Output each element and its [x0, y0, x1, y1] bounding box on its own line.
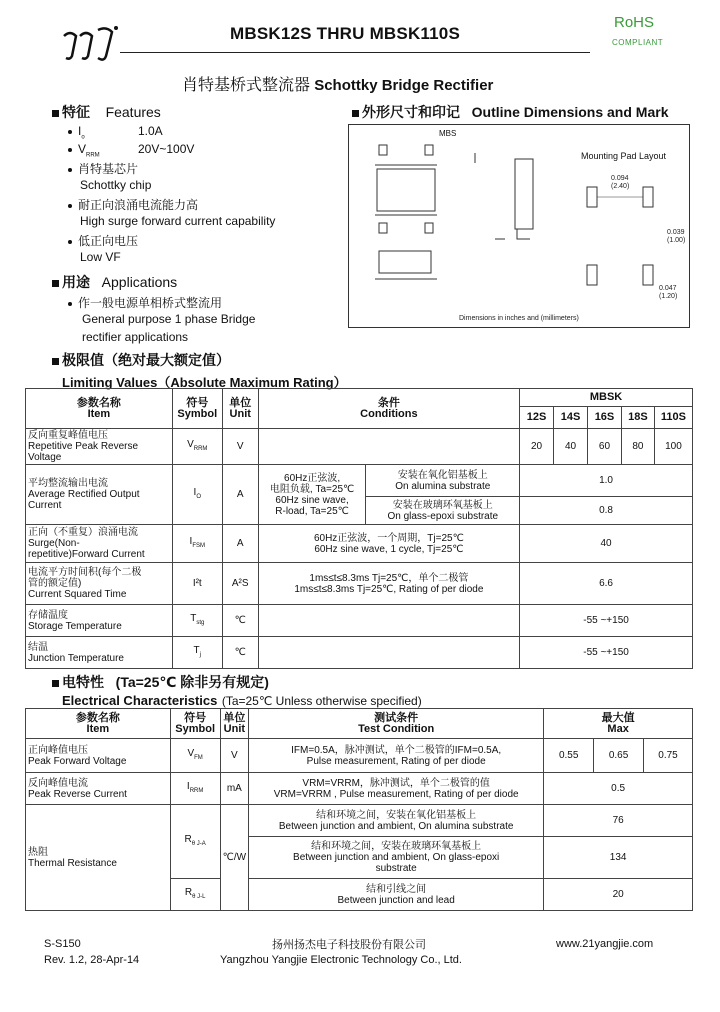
r1-en1: Repetitive Peak Reverse [28, 441, 139, 452]
e-r2-cond2: VRM=VRRM , Pulse measurement, Rating of per diode [273, 788, 519, 800]
row5-sym [172, 605, 222, 637]
r4-cn2: 管的额定值) [28, 578, 82, 589]
applications-heading-en: Applications [101, 274, 178, 290]
r3-en2: repetitive)Forward Current [28, 549, 145, 560]
row2-sub2 [366, 497, 520, 525]
electrical-heading-cn: 电特性 [62, 674, 104, 690]
table-row [26, 563, 693, 605]
limiting-heading [52, 350, 230, 370]
e-r1-en: Peak Forward Voltage [28, 755, 127, 767]
col-param-en: Item [87, 407, 111, 420]
feature1-cn: 肖特基芯片 [78, 162, 139, 176]
row1-sym [172, 429, 222, 465]
r2-sub2-cn: 安装在玻璃环氧基板上 [392, 499, 493, 511]
e-r2-en: Peak Reverse Current [28, 788, 127, 800]
r6-en: Junction Temperature [28, 652, 124, 664]
table-row [26, 525, 693, 563]
vrrm-value: 20V~100V [138, 142, 195, 156]
electrical-heading [52, 672, 269, 692]
r6-sym-sub: j [199, 651, 201, 658]
e-r3-v2: 134 [544, 837, 693, 879]
e-col-param-cn: 参数名称 [75, 711, 120, 724]
e-r3-sym1-sub: θ J-A [191, 840, 206, 847]
r2-en1: Average Rectified Output [28, 489, 140, 500]
e-col-unit-en: Unit [223, 722, 246, 735]
feature-io [68, 124, 163, 141]
e-r1-cond2: Pulse measurement, Rating of per diode [306, 755, 486, 767]
table-row [26, 739, 693, 773]
row3-sym [172, 525, 222, 563]
e-r3-en: Thermal Resistance [28, 857, 117, 869]
e-r3-c2-en1: Between junction and ambient, On glass-epoxi [293, 852, 500, 863]
package-label: MBS [439, 129, 457, 138]
e-row3-sym1 [170, 805, 220, 879]
vrrm-sub: RRM [86, 152, 100, 159]
footer-code: S-S150 [44, 938, 81, 950]
e-r3-c2-cn: 结和环境之间，安装在玻璃环氧基板上 [311, 841, 482, 852]
e-r2-cn: 反向峰值电流 [28, 777, 88, 789]
bullet-icon [68, 302, 72, 306]
r1-val-14s: 40 [554, 429, 588, 465]
row6-param [26, 637, 173, 669]
part-14s: 14S [554, 407, 588, 429]
footer-url[interactable]: www.21yangjie.com [556, 938, 654, 950]
row1-unit: V [222, 429, 258, 465]
bullet-icon [68, 204, 72, 208]
r4-en: Current Squared Time [28, 589, 127, 600]
r2-sub2-val: 0.8 [520, 497, 693, 525]
table-row [26, 773, 693, 805]
r3-sym-sub: FSM [192, 542, 205, 549]
e-r2-val: 0.5 [544, 773, 693, 805]
row6-cond [258, 637, 519, 669]
e-row1-param [26, 739, 171, 773]
dim2: 0.039 [667, 229, 685, 236]
col-symbol [172, 389, 222, 429]
r4-cond1: 1ms≤t≤8.3ms Tj=25℃，单个二极管 [309, 572, 469, 584]
dim3: 0.047 [659, 285, 677, 292]
row1-cond [258, 429, 519, 465]
r5-sym-sub: stg [196, 619, 205, 626]
feature2-en: High surge forward current capability [80, 214, 276, 228]
r1-val-12s: 20 [520, 429, 554, 465]
part-110s: 110S [654, 407, 692, 429]
r3-val: 40 [520, 525, 693, 563]
row3-cond [258, 525, 519, 563]
r1-val-16s: 60 [588, 429, 622, 465]
dim1: 0.094 [611, 175, 629, 182]
io-symbol: I [78, 124, 82, 138]
row1-param [26, 429, 173, 465]
feature-item1 [68, 160, 138, 177]
rohs-compliant: COMPLIANT [612, 38, 664, 47]
r3-en1: Surge(Non- [28, 538, 80, 549]
features-heading-en: Features [105, 104, 161, 120]
col-unit [222, 389, 258, 429]
e-r1-val2: 0.65 [594, 739, 644, 773]
e-row1-unit: V [220, 739, 248, 773]
application-cn: 作一般电源单相桥式整流用 [78, 296, 223, 310]
e-col-param [26, 709, 171, 739]
r2-sym-sub: O [196, 493, 201, 500]
rohs-mark: RoHS [614, 14, 655, 31]
e-row3-c3 [249, 879, 544, 911]
dim2b: (1.00) [667, 237, 686, 244]
col-sym-cn: 符号 [186, 396, 209, 409]
subtitle [182, 72, 493, 95]
outline-heading [352, 102, 669, 122]
e-row2-param [26, 773, 171, 805]
dim1b: (2.40) [611, 183, 630, 190]
r1-val-110s: 100 [654, 429, 692, 465]
square-bullet-icon [52, 680, 59, 687]
electrical-table [25, 708, 693, 911]
e-r2-sym-sub: RRM [189, 787, 204, 794]
square-bullet-icon [52, 110, 59, 117]
feature3-en: Low VF [80, 250, 121, 264]
r5-en: Storage Temperature [28, 620, 122, 632]
r2-cond4: R-load, Ta=25℃ [275, 505, 349, 517]
e-col-max-en: Max [607, 722, 629, 735]
r5-sym: T [190, 612, 197, 624]
row5-param [26, 605, 173, 637]
e-row3-c2 [249, 837, 544, 879]
e-row3-c1 [249, 805, 544, 837]
r2-sub1-en: On alumina substrate [395, 480, 491, 492]
bullet-icon [68, 168, 72, 172]
r2-sub2-en: On glass-epoxi substrate [387, 510, 499, 522]
table-row [26, 429, 693, 465]
col-param-cn: 参数名称 [76, 396, 121, 409]
row4-unit: A²S [222, 563, 258, 605]
col-unit-cn: 单位 [229, 396, 252, 409]
outline-heading-cn: 外形尺寸和印记 [362, 104, 460, 120]
r6-val: -55 ~+150 [520, 637, 693, 669]
e-col-max [544, 709, 693, 739]
row6-unit: ℃ [222, 637, 258, 669]
col-cond [258, 389, 519, 429]
e-col-sym-cn: 符号 [184, 711, 207, 724]
col-param [26, 389, 173, 429]
row5-cond [258, 605, 519, 637]
col-cond-en: Conditions [360, 407, 418, 420]
square-bullet-icon [52, 280, 59, 287]
part-12s: 12S [520, 407, 554, 429]
r4-val: 6.6 [520, 563, 693, 605]
r3-cn: 正向（不重复）浪涌电流 [28, 527, 138, 538]
r3-cond1: 60Hz正弦波，一个周期，Tj=25℃ [313, 532, 464, 544]
page-title: MBSK12S THRU MBSK110S [230, 24, 460, 43]
e-r3-c3-cn: 结和引线之间 [366, 883, 427, 895]
e-row3-unit: ℃/W [220, 805, 248, 911]
e-r3-c1-cn: 结和环境之间，安装在氧化铝基板上 [316, 809, 477, 821]
e-row1-cond [249, 739, 544, 773]
subtitle-en: Schottky Bridge Rectifier [314, 77, 494, 94]
col-mbsk: MBSK [520, 389, 693, 407]
e-r3-sym1: R [184, 833, 192, 845]
e-r3-v3: 20 [544, 879, 693, 911]
applications-heading-cn: 用途 [62, 274, 90, 290]
e-r3-c1-en: Between junction and ambient, On alumina substrate [278, 820, 514, 832]
col-cond-cn: 条件 [377, 396, 400, 409]
vrrm-symbol: V [78, 142, 87, 156]
e-col-unit [220, 709, 248, 739]
e-r1-sym-sub: FM [194, 754, 203, 761]
e-r3-v1: 76 [544, 805, 693, 837]
electrical-heading-cn2: (Ta=25℃ 除非另有规定) [115, 674, 269, 690]
yangjie-logo [60, 22, 122, 62]
features-heading-cn: 特征 [62, 104, 90, 120]
r2-en2: Current [28, 500, 62, 511]
r2-cn: 平均整流输出电流 [28, 478, 108, 489]
bullet-icon [68, 130, 72, 134]
e-r3-cn: 热阻 [28, 846, 48, 858]
r2-sub1-cn: 安装在氧化铝基板上 [397, 469, 488, 481]
e-r2-sym: I [186, 780, 190, 792]
row2-sub1 [366, 465, 520, 497]
e-r1-cn: 正向峰值电压 [28, 744, 88, 756]
col-sym-en: Symbol [177, 407, 218, 420]
part-18s: 18S [621, 407, 654, 429]
e-col-max-cn: 最大值 [601, 711, 635, 724]
row2-param [26, 465, 173, 525]
pad-layout-label: Mounting Pad Layout [581, 151, 667, 161]
r1-en2: Voltage [28, 452, 62, 463]
r6-cn: 结温 [28, 641, 48, 653]
table-row [26, 605, 693, 637]
e-r1-val1: 0.55 [544, 739, 594, 773]
row6-sym [172, 637, 222, 669]
r2-cond1: 60Hz正弦波, [284, 472, 341, 484]
e-col-unit-cn: 单位 [223, 711, 246, 724]
e-row2-cond [249, 773, 544, 805]
r2-sub1-val: 1.0 [520, 465, 693, 497]
r2-sym: I [193, 486, 197, 498]
row3-param [26, 525, 173, 563]
r5-cn: 存储温度 [28, 609, 68, 621]
application-en1: General purpose 1 phase Bridge [82, 312, 256, 326]
square-bullet-icon [352, 110, 359, 117]
r1-val-18s: 80 [621, 429, 654, 465]
e-col-cond-cn: 测试条件 [374, 711, 419, 724]
row4-sym: I²t [172, 563, 222, 605]
e-row3-sym2 [170, 879, 220, 911]
footer-rev: Rev. 1.2, 28-Apr-14 [44, 954, 140, 966]
r6-sym: T [193, 644, 200, 656]
col-unit-en: Unit [229, 407, 251, 420]
part-16s: 16S [588, 407, 622, 429]
features-heading [52, 102, 161, 122]
footer-company-cn: 扬州扬杰电子科技股份有限公司 [272, 939, 426, 951]
table-row [26, 637, 693, 669]
r5-val: -55 ~+150 [520, 605, 693, 637]
row3-unit: A [222, 525, 258, 563]
r4-cond2: 1ms≤t≤8.3ms Tj=25℃, Rating of per diode [294, 583, 484, 595]
r1-sym: V [187, 438, 194, 450]
e-row3-param [26, 805, 171, 911]
feature-item3 [68, 232, 138, 249]
r3-cond2: 60Hz sine wave, 1 cycle, Tj=25℃ [314, 543, 464, 555]
electrical-heading-en: Electrical Characteristics [62, 693, 218, 708]
e-r2-cond1: VRM=VRRM，脉冲测试，单个二极管的值 [302, 777, 490, 789]
square-bullet-icon [52, 358, 59, 365]
e-r1-cond1: IFM=0.5A，脉冲测试，单个二极管的IFM=0.5A, [291, 744, 502, 756]
bullet-icon [68, 148, 72, 152]
limiting-heading-en: Limiting Values（Absolute Maximum Rating） [62, 375, 347, 390]
limiting-heading-cn: 极限值（绝对最大额定值） [62, 352, 230, 368]
e-row2-unit: mA [220, 773, 248, 805]
application-item [68, 294, 222, 311]
r2-cond3: 60Hz sine wave, [275, 494, 349, 506]
e-r1-val3: 0.75 [644, 739, 693, 773]
r2-cond2: 电阻负载, Ta=25℃ [269, 483, 355, 495]
outline-drawing [348, 124, 690, 328]
e-r1-sym: V [187, 747, 195, 759]
row2-unit: A [222, 465, 258, 525]
r1-sym-sub: RRM [193, 445, 208, 452]
e-row1-sym [170, 739, 220, 773]
feature3-cn: 低正向电压 [78, 234, 139, 248]
applications-heading [52, 272, 177, 292]
e-r3-c2-en2: substrate [375, 863, 417, 874]
e-r3-c3-en: Between junction and lead [337, 894, 455, 906]
io-value: 1.0A [138, 124, 163, 138]
row4-param [26, 563, 173, 605]
bullet-icon [68, 240, 72, 244]
r4-cn1: 电流平方时间积(每个二极 [28, 567, 142, 578]
e-col-sym-en: Symbol [175, 722, 215, 735]
table-row [26, 465, 693, 497]
e-col-cond [249, 709, 544, 739]
e-col-cond-en: Test Condition [358, 722, 435, 735]
electrical-heading-en2: (Ta=25℃ Unless otherwise specified) [221, 694, 422, 708]
outline-heading-en: Outline Dimensions and Mark [471, 104, 669, 120]
e-col-param-en: Item [86, 722, 110, 735]
header-rule [120, 52, 590, 53]
e-col-sym [170, 709, 220, 739]
io-sub: o [81, 134, 85, 141]
footer-company-en: Yangzhou Yangjie Electronic Technology Co., Ltd. [220, 954, 462, 966]
feature-item2 [68, 196, 198, 213]
e-r3-sym2-sub: θ J-L [192, 893, 206, 900]
row2-sym [172, 465, 222, 525]
dimension-note: Dimensions in inches and (millimeters) [459, 315, 579, 322]
row2-cond [258, 465, 366, 525]
r3-sym: I [189, 535, 193, 547]
limiting-table [25, 388, 693, 669]
e-row2-sym [170, 773, 220, 805]
feature1-en: Schottky chip [80, 178, 152, 192]
application-en2: rectifier applications [82, 330, 189, 344]
feature-vrrm [68, 142, 195, 159]
subtitle-cn: 肖特基桥式整流器 [182, 77, 311, 94]
dim3b: (1.20) [659, 293, 678, 300]
row5-unit: ℃ [222, 605, 258, 637]
feature2-cn: 耐正向浪涌电流能力高 [78, 198, 199, 212]
e-r3-sym2: R [184, 886, 193, 898]
row4-cond [258, 563, 519, 605]
package-outline-svg [355, 139, 555, 299]
table-row [26, 805, 693, 837]
r1-cn: 反向重复峰值电压 [28, 430, 108, 441]
